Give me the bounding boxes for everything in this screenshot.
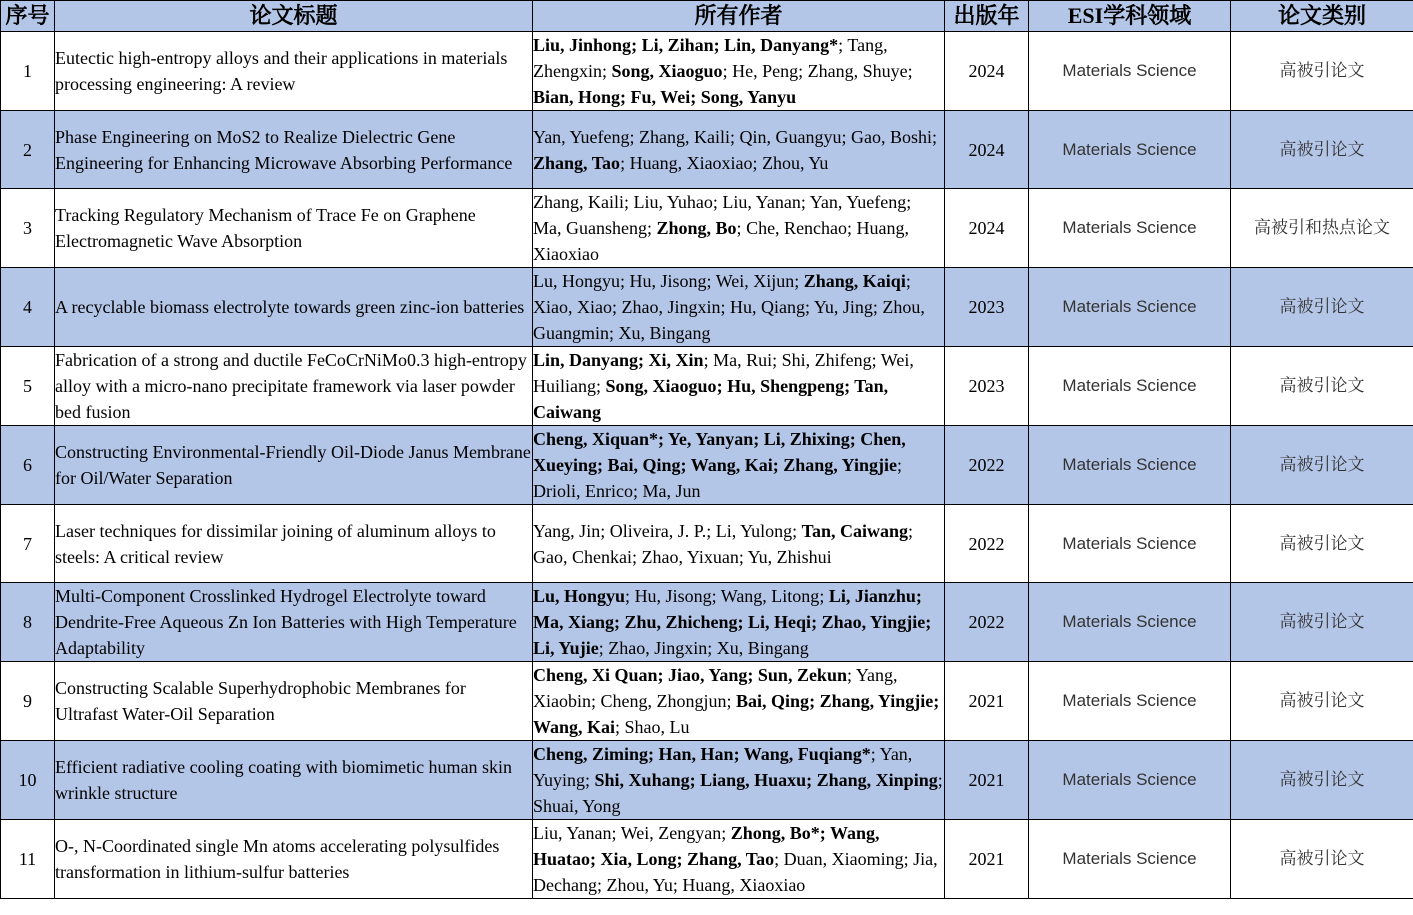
author-name: Duan, Xiaoming	[783, 849, 904, 869]
author-separator: ;	[798, 61, 808, 81]
author-separator: ;	[809, 691, 820, 711]
author-name: Liu, Yuhao	[633, 192, 713, 212]
esi-field: Materials Science	[1029, 268, 1231, 347]
author-name: Zhang, Yingjie	[783, 455, 897, 475]
author-separator: ;	[752, 152, 763, 173]
publication-year: 2023	[945, 268, 1029, 347]
author-name: Li, Yujie	[533, 638, 599, 658]
author-separator: ;	[711, 586, 721, 606]
author-name: Shi, Xuhang	[594, 770, 690, 790]
author-name: Yang, Xiaobin	[533, 665, 898, 711]
header-row	[1, 1, 1413, 32]
author-name: Zhang, Kaiqi	[803, 271, 906, 291]
paper-category: 高被引论文	[1231, 505, 1413, 583]
row-index: 8	[1, 583, 55, 662]
author-separator: ;	[591, 691, 601, 711]
publication-year: 2024	[945, 32, 1029, 111]
author-separator: ;	[648, 744, 659, 764]
table-row	[1, 505, 1413, 583]
author-name: Song, Yanyu	[700, 87, 797, 107]
author-name: Hu, Jisong	[629, 271, 707, 291]
paper-category: 高被引论文	[1231, 741, 1413, 820]
author-name: Zhao, Jingxin	[608, 638, 708, 658]
publication-year: 2024	[945, 189, 1029, 268]
author-name: Zhang, Yingjie	[819, 691, 934, 711]
author-separator: ;	[726, 691, 737, 711]
author-separator: ;	[730, 126, 740, 147]
author-separator: ;	[907, 61, 913, 81]
author-name: Che, Renchao	[746, 218, 848, 238]
author-name: Sun, Zekun	[757, 665, 847, 685]
row-index: 2	[1, 111, 55, 189]
author-separator: ;	[907, 520, 913, 541]
table-body	[1, 32, 1413, 899]
author-separator: ;	[849, 429, 861, 449]
row-index: 9	[1, 662, 55, 741]
author-name: Ye, Yanyan	[667, 429, 754, 449]
author-separator: ;	[609, 323, 619, 343]
author-name: Zhang, Tao	[687, 849, 775, 869]
author-separator: ;	[632, 481, 643, 501]
paper-title: Fabrication of a strong and ductile FeCoCrNiMo0.3 high-entropy alloy with a micro-nano precipitate framework via laser powder bed fusion	[55, 347, 533, 426]
author-name: Han, Han	[658, 744, 734, 764]
author-name: Gao, Boshi	[851, 126, 933, 147]
author-name: Tang, Zhengxin	[533, 35, 888, 81]
author-list	[533, 426, 944, 504]
author-separator: ;	[772, 350, 782, 370]
row-index: 6	[1, 426, 55, 505]
author-name: Ma, Jun	[642, 481, 701, 501]
author-name: Hu, Shengpeng	[727, 376, 845, 396]
table-row	[1, 347, 1413, 426]
paper-title: Phase Engineering on MoS2 to Realize Dielectric Gene Engineering for Enhancing Microwave Absorbing Performance	[55, 111, 533, 189]
esi-field: Materials Science	[1029, 347, 1231, 426]
publication-year: 2021	[945, 820, 1029, 899]
author-name: Yu, Zhishui	[747, 546, 832, 567]
author-separator: ;	[611, 297, 622, 317]
author-separator: ;	[703, 350, 714, 370]
author-name: Oliveira, J. P.	[609, 520, 707, 541]
author-separator: ;	[774, 849, 784, 869]
author-name: Lu, Hongyu	[533, 271, 620, 291]
author-list	[533, 124, 944, 176]
author-name: Li, Heqi	[748, 612, 812, 632]
author-separator: ;	[690, 87, 701, 107]
table-row	[1, 268, 1413, 347]
author-name: Lu, Hongyu	[533, 586, 626, 606]
author-separator: ;	[794, 271, 804, 291]
author-separator: ;	[846, 665, 856, 685]
author-separator: ;	[903, 849, 914, 869]
author-name: Wang, Fuqiang*	[743, 744, 871, 764]
author-separator: ;	[707, 638, 717, 658]
publication-year: 2022	[945, 426, 1029, 505]
author-separator: ;	[620, 152, 630, 173]
paper-authors	[533, 268, 945, 347]
author-separator: ;	[933, 691, 940, 711]
author-separator: ;	[915, 586, 922, 606]
author-name: Li, Jianzhu	[828, 586, 916, 606]
author-name: Li, Yulong	[715, 520, 793, 541]
author-separator: ;	[772, 455, 784, 475]
author-separator: ;	[638, 350, 649, 370]
author-list	[533, 820, 944, 898]
esi-field: Materials Science	[1029, 32, 1231, 111]
author-name: Shao, Lu	[624, 717, 690, 737]
row-index: 7	[1, 505, 55, 583]
author-name: Hu, Jisong	[634, 586, 712, 606]
author-separator: ;	[597, 455, 608, 475]
author-separator: ;	[706, 520, 716, 541]
author-name: Zhong, Bo	[656, 218, 737, 238]
author-list	[533, 347, 944, 425]
author-separator: ;	[736, 218, 747, 238]
row-index: 3	[1, 189, 55, 268]
author-separator: ;	[585, 770, 595, 790]
author-separator: ;	[844, 376, 855, 396]
author-name: Hu, Qiang	[730, 297, 806, 317]
author-separator: ;	[753, 429, 764, 449]
author-name: Bai, Qing	[607, 455, 681, 475]
author-separator: ;	[737, 612, 749, 632]
author-separator: ;	[905, 271, 911, 291]
row-index: 1	[1, 32, 55, 111]
author-separator: ;	[937, 770, 943, 790]
esi-field: Materials Science	[1029, 505, 1231, 583]
author-separator: ;	[620, 271, 630, 291]
table-row	[1, 741, 1413, 820]
author-separator: ;	[706, 271, 716, 291]
author-separator: ;	[713, 35, 725, 55]
author-name: He, Peng	[732, 61, 799, 81]
author-name: Zhou, Yu	[762, 152, 829, 173]
author-name: Wei, Huiliang	[533, 350, 914, 396]
author-name: Cheng, Ziming	[533, 744, 649, 764]
author-separator: ;	[738, 546, 748, 567]
author-list	[533, 518, 944, 570]
paper-title: O-, N-Coordinated single Mn atoms accelerating polysulfides transformation in lithium-sulfur batteries	[55, 820, 533, 899]
author-name: Yan, Yuefeng	[533, 126, 630, 147]
author-name: Cheng, Xi Quan	[533, 665, 658, 685]
paper-title: Efficient radiative cooling coating with biomimetic human skin wrinkle structure	[55, 741, 533, 820]
author-separator: ;	[611, 823, 621, 843]
table-row	[1, 426, 1413, 505]
paper-category: 高被引论文	[1231, 662, 1413, 741]
author-separator: ;	[716, 376, 728, 396]
author-name: Jia, Dechang	[533, 849, 938, 895]
author-separator: ;	[598, 638, 609, 658]
header-category: 论文类别	[1231, 1, 1413, 32]
row-index: 10	[1, 741, 55, 820]
table-row	[1, 111, 1413, 189]
author-separator: ;	[631, 35, 642, 55]
author-name: Wang, Huatao	[533, 823, 880, 869]
author-separator: ;	[870, 744, 880, 764]
author-separator: ;	[657, 665, 669, 685]
author-separator: ;	[680, 455, 691, 475]
row-index: 11	[1, 820, 55, 899]
paper-title: Constructing Scalable Superhydrophobic Membranes for Ultrafast Water-Oil Separation	[55, 662, 533, 741]
author-separator: ;	[800, 192, 810, 212]
paper-authors	[533, 820, 945, 899]
paper-category: 高被引论文	[1231, 32, 1413, 111]
author-separator: ;	[819, 586, 829, 606]
author-name: Cheng, Xiquan*	[533, 429, 659, 449]
author-name: Yan, Yuying	[533, 744, 913, 790]
esi-field: Materials Science	[1029, 820, 1231, 899]
author-name: Song, Xiaoguo	[611, 61, 723, 81]
author-name: Liu, Jinhong	[533, 35, 632, 55]
author-separator: ;	[925, 612, 932, 632]
author-name: Zhang, Kaili	[533, 192, 624, 212]
author-name: Huang, Xiaoxiao	[629, 152, 753, 173]
header-authors: 所有作者	[533, 1, 945, 32]
author-name: Lin, Danyang	[533, 350, 639, 370]
author-separator: ;	[906, 192, 912, 212]
author-name: Shuai, Yong	[533, 796, 621, 816]
author-separator: ;	[676, 849, 688, 869]
author-name: Chen, Xueying	[533, 429, 906, 475]
author-name: Zhou, Yu	[606, 875, 673, 895]
author-separator: ;	[614, 612, 625, 632]
author-name: Tan, Caiwang	[801, 520, 908, 541]
author-name: Xi, Xin	[648, 350, 704, 370]
author-name: Zhu, Zhicheng	[624, 612, 738, 632]
author-separator: ;	[596, 875, 607, 895]
paper-title: Tracking Regulatory Mechanism of Trace Fe on Graphene Electromagnetic Wave Absorption	[55, 189, 533, 268]
author-separator: ;	[747, 665, 758, 685]
author-separator: ;	[615, 717, 625, 737]
author-separator: ;	[620, 87, 631, 107]
author-list	[533, 583, 944, 661]
paper-title: Eutectic high-entropy alloys and their applications in materials processing engineering: A review	[55, 32, 533, 111]
author-separator: ;	[805, 297, 814, 317]
table-header	[1, 1, 1413, 32]
author-name: Zhou, Guangmin	[533, 297, 925, 343]
paper-title: Constructing Environmental-Friendly Oil-Diode Janus Membrane for Oil/Water Separation	[55, 426, 533, 505]
author-name: Liang, Huaxu	[700, 770, 807, 790]
author-name: Zhao, Yingjie	[821, 612, 926, 632]
paper-authors	[533, 662, 945, 741]
paper-authors	[533, 741, 945, 820]
author-separator: ;	[631, 546, 642, 567]
author-name: Zhang, Tao	[533, 152, 621, 173]
author-separator: ;	[590, 849, 601, 869]
header-esi-field: ESI学科领域	[1029, 1, 1231, 32]
author-name: Ma, Guansheng	[533, 218, 647, 238]
author-separator: ;	[811, 612, 822, 632]
author-name: Zhang, Shuye	[807, 61, 908, 81]
author-separator: ;	[600, 520, 610, 541]
esi-field: Materials Science	[1029, 426, 1231, 505]
esi-field: Materials Science	[1029, 583, 1231, 662]
author-name: Ma, Rui	[713, 350, 773, 370]
author-name: Zhang, Kaili	[639, 126, 730, 147]
author-name: Huang, Xiaoxiao	[533, 218, 910, 264]
paper-category: 高被引论文	[1231, 347, 1413, 426]
author-name: Wang, Kai	[690, 455, 773, 475]
row-index: 5	[1, 347, 55, 426]
author-separator: ;	[689, 770, 701, 790]
author-separator: ;	[629, 126, 640, 147]
author-name: Xiao, Xiao	[533, 297, 612, 317]
author-name: Yan, Yuefeng	[809, 192, 907, 212]
publication-year: 2023	[945, 347, 1029, 426]
table-row	[1, 189, 1413, 268]
author-name: Zhao, Jingxin	[621, 297, 721, 317]
author-list	[533, 741, 944, 819]
author-name: Xia, Long	[600, 849, 677, 869]
header-year: 出版年	[945, 1, 1029, 32]
author-name: Zhong, Bo*	[730, 823, 820, 843]
paper-category: 高被引论文	[1231, 820, 1413, 899]
author-separator: ;	[658, 429, 668, 449]
author-name: Wei, Xijun	[715, 271, 795, 291]
author-separator: ;	[712, 192, 723, 212]
paper-authors	[533, 189, 945, 268]
author-name: Zhang, Xinping	[816, 770, 938, 790]
table-row	[1, 820, 1413, 899]
author-separator: ;	[623, 192, 634, 212]
table-row	[1, 662, 1413, 741]
esi-field: Materials Science	[1029, 111, 1231, 189]
author-name: Jiao, Yang	[668, 665, 748, 685]
author-list	[533, 662, 944, 740]
header-title: 论文标题	[55, 1, 533, 32]
paper-authors	[533, 426, 945, 505]
author-separator: ;	[932, 126, 938, 147]
author-name: Bian, Hong	[533, 87, 621, 107]
author-name: Huang, Xiaoxiao	[682, 875, 806, 895]
paper-authors	[533, 32, 945, 111]
publication-year: 2024	[945, 111, 1029, 189]
row-index: 4	[1, 268, 55, 347]
paper-category: 高被引和热点论文	[1231, 189, 1413, 268]
paper-title: A recyclable biomass electrolyte towards green zinc-ion batteries	[55, 268, 533, 347]
table-row	[1, 32, 1413, 111]
paper-title: Multi-Component Crosslinked Hydrogel Electrolyte toward Dendrite-Free Aqueous Zn Ion Batteries with High Temperature Adaptability	[55, 583, 533, 662]
author-name: Wang, Litong	[720, 586, 820, 606]
paper-authors	[533, 347, 945, 426]
author-name: Xu, Bingang	[618, 323, 711, 343]
header-index: 序号	[1, 1, 55, 32]
author-name: Yang, Jin	[533, 520, 601, 541]
publication-year: 2022	[945, 505, 1029, 583]
author-separator: ;	[896, 455, 902, 475]
paper-category: 高被引论文	[1231, 583, 1413, 662]
author-name: Tan, Caiwang	[533, 376, 889, 422]
author-separator: ;	[792, 520, 802, 541]
author-name: Wang, Kai	[533, 717, 616, 737]
publication-year: 2021	[945, 741, 1029, 820]
author-separator: ;	[841, 126, 852, 147]
author-separator: ;	[847, 218, 857, 238]
author-name: Lin, Danyang*	[724, 35, 839, 55]
author-name: Xu, Bingang	[716, 638, 809, 658]
author-name: Fu, Wei	[630, 87, 691, 107]
author-name: Liu, Yanan	[533, 823, 612, 843]
esi-field: Materials Science	[1029, 189, 1231, 268]
esi-field: Materials Science	[1029, 662, 1231, 741]
author-separator: ;	[838, 35, 848, 55]
author-separator: ;	[806, 770, 817, 790]
author-separator: ;	[819, 823, 830, 843]
author-name: Qin, Guangyu	[739, 126, 842, 147]
author-name: Ma, Xiang	[533, 612, 614, 632]
author-name: Yu, Jing	[813, 297, 873, 317]
paper-category: 高被引论文	[1231, 426, 1413, 505]
author-separator: ;	[596, 376, 606, 396]
author-name: Zhao, Yixuan	[641, 546, 739, 567]
author-separator: ;	[722, 61, 733, 81]
paper-authors	[533, 505, 945, 583]
paper-category: 高被引论文	[1231, 268, 1413, 347]
author-list	[533, 189, 944, 267]
author-name: Drioli, Enrico	[533, 481, 633, 501]
paper-title: Laser techniques for dissimilar joining of aluminum alloys to steels: A critical review	[55, 505, 533, 583]
author-separator: ;	[646, 218, 657, 238]
author-name: Song, Xiaoguo	[605, 376, 717, 396]
paper-authors	[533, 583, 945, 662]
author-name: Gao, Chenkai	[533, 546, 632, 567]
author-name: Bai, Qing	[736, 691, 810, 711]
author-separator: ;	[872, 297, 883, 317]
author-list	[533, 268, 944, 346]
author-name: Li, Zhixing	[763, 429, 850, 449]
table-row	[1, 583, 1413, 662]
paper-authors	[533, 111, 945, 189]
publication-year: 2022	[945, 583, 1029, 662]
author-separator: ;	[721, 823, 731, 843]
esi-field: Materials Science	[1029, 741, 1231, 820]
author-separator: ;	[672, 875, 683, 895]
author-separator: ;	[733, 744, 744, 764]
author-name: Li, Zihan	[641, 35, 714, 55]
paper-category: 高被引论文	[1231, 111, 1413, 189]
author-name: Liu, Yanan	[722, 192, 801, 212]
author-name: Cheng, Zhongjun	[600, 691, 727, 711]
publication-year: 2021	[945, 662, 1029, 741]
author-list	[533, 32, 944, 110]
author-name: Wei, Zengyan	[620, 823, 722, 843]
author-separator: ;	[625, 586, 635, 606]
author-separator: ;	[720, 297, 731, 317]
author-name: Shi, Zhifeng	[781, 350, 872, 370]
author-separator: ;	[871, 350, 881, 370]
author-separator: ;	[602, 61, 612, 81]
